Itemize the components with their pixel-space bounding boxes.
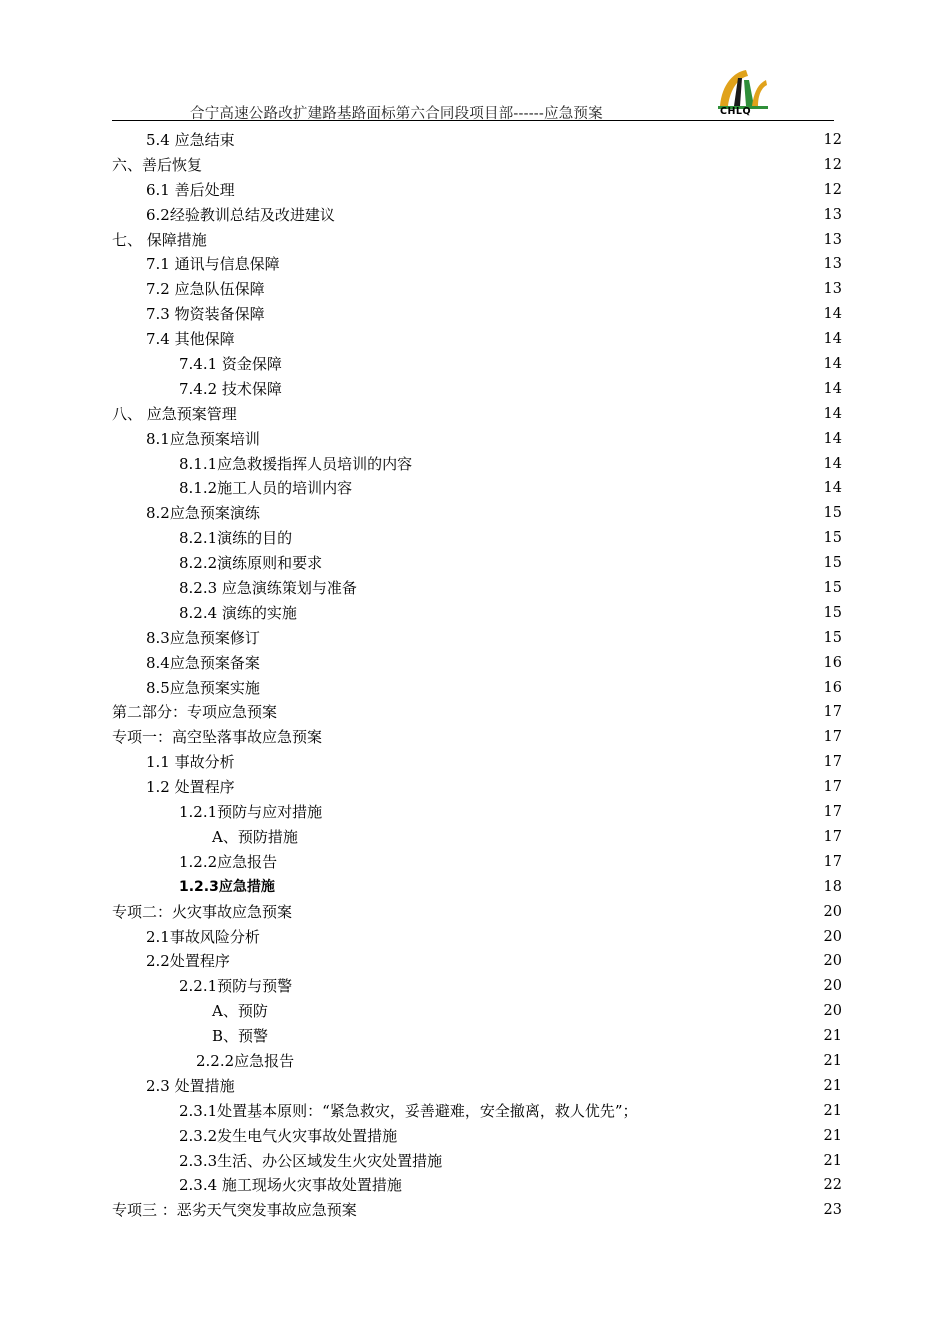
toc-entry[interactable] — [112, 1074, 842, 1099]
toc-entry[interactable] — [112, 626, 842, 651]
toc-entry[interactable] — [112, 252, 842, 277]
toc-entry-label: 2.2.2应急报告 — [196, 1051, 295, 1070]
toc-entry-label: 七、 保障措施 — [112, 230, 207, 249]
toc-entry-page: 17 — [823, 804, 842, 821]
toc-entry[interactable] — [112, 476, 842, 501]
toc-entry-page: 20 — [823, 903, 842, 920]
toc-entry[interactable] — [112, 900, 842, 925]
toc-entry-page: 22 — [823, 1177, 842, 1194]
toc-entry-label: 1.2 处置程序 — [146, 778, 235, 797]
toc-entry-label: 7.4 其他保障 — [146, 330, 235, 349]
toc-entry[interactable] — [112, 128, 842, 153]
toc-entry[interactable] — [112, 651, 842, 676]
toc-entry[interactable] — [112, 377, 842, 402]
toc-entry[interactable] — [112, 427, 842, 452]
toc-entry-page: 14 — [823, 356, 842, 373]
toc-entry[interactable] — [112, 1099, 842, 1124]
toc-entry-label: 1.1 事故分析 — [146, 753, 235, 772]
toc-entry[interactable] — [112, 327, 842, 352]
toc-entry-label: 1.2.3应急措施 — [179, 878, 275, 895]
toc-entry-label: 2.3.3生活、办公区域发生火灾处置措施 — [179, 1151, 443, 1170]
toc-entry-page: 21 — [823, 1127, 842, 1144]
toc-entry-page: 20 — [823, 978, 842, 995]
toc-entry[interactable] — [112, 277, 842, 302]
toc-entry-page: 15 — [823, 530, 842, 547]
toc-entry-page: 12 — [823, 181, 842, 198]
page-header — [112, 60, 834, 122]
toc-entry-label: 2.2处置程序 — [146, 952, 230, 971]
toc-entry-label: 7.3 物资装备保障 — [146, 305, 265, 324]
toc-entry[interactable] — [112, 1049, 842, 1074]
toc-entry-page: 15 — [823, 604, 842, 621]
toc-entry-label: 2.2.1预防与预警 — [179, 977, 293, 996]
toc-entry-label: 8.2.3 应急演练策划与准备 — [179, 579, 357, 598]
toc-entry[interactable] — [112, 352, 842, 377]
toc-entry-page: 12 — [823, 156, 842, 173]
toc-entry-page: 21 — [823, 1052, 842, 1069]
toc-entry-page: 17 — [823, 729, 842, 746]
toc-entry-label: A、预防措施 — [212, 827, 298, 846]
toc-entry[interactable] — [112, 725, 842, 750]
toc-entry-label: 8.2应急预案演练 — [146, 504, 260, 523]
toc-entry[interactable] — [112, 452, 842, 477]
toc-entry[interactable] — [112, 601, 842, 626]
toc-entry[interactable] — [112, 775, 842, 800]
toc-entry-label: 2.3 处置措施 — [146, 1076, 235, 1095]
toc-entry-page: 16 — [823, 679, 842, 696]
toc-entry-label: 7.4.1 资金保障 — [179, 355, 282, 374]
toc-entry-page: 17 — [823, 754, 842, 771]
toc-entry[interactable] — [112, 800, 842, 825]
toc-entry-label: 8.2.4 演练的实施 — [179, 603, 297, 622]
toc-entry-page: 14 — [823, 430, 842, 447]
toc-entry-page: 13 — [823, 231, 842, 248]
toc-entry-page: 21 — [823, 1028, 842, 1045]
toc-entry-label: 专项二：火灾事故应急预案 — [112, 902, 293, 921]
toc-entry-page: 17 — [823, 779, 842, 796]
header-rule — [112, 120, 834, 121]
toc-entry-label: 5.4 应急结束 — [146, 131, 235, 149]
toc-entry[interactable] — [112, 178, 842, 203]
toc-entry-label: 2.3.2发生电气火灾事故处置措施 — [179, 1126, 398, 1145]
toc-entry[interactable] — [112, 825, 842, 850]
toc-entry-page: 18 — [823, 878, 842, 895]
toc-entry[interactable] — [112, 925, 842, 950]
toc-entry[interactable] — [112, 999, 842, 1024]
toc-entry-page: 16 — [823, 654, 842, 671]
toc-entry[interactable] — [112, 228, 842, 253]
toc-entry-label: 1.2.2应急报告 — [179, 852, 278, 871]
toc-entry-page: 14 — [823, 455, 842, 472]
toc-entry-page: 17 — [823, 704, 842, 721]
toc-entry-label: 八、 应急预案管理 — [112, 404, 237, 423]
toc-entry-label: 2.3.4 施工现场火灾事故处置措施 — [179, 1176, 402, 1195]
toc-entry-label: 6.2经验教训总结及改进建议 — [146, 205, 335, 224]
toc-entry-page: 20 — [823, 1003, 842, 1020]
toc-entry-label: 8.2.1演练的目的 — [179, 529, 293, 548]
toc-entry[interactable] — [112, 850, 842, 875]
toc-entry[interactable] — [112, 700, 842, 725]
toc-entry-label: A、预防 — [212, 1002, 268, 1021]
toc-entry[interactable] — [112, 402, 842, 427]
toc-entry[interactable] — [112, 676, 842, 701]
toc-entry[interactable] — [112, 576, 842, 601]
toc-entry-label: 7.2 应急队伍保障 — [146, 280, 265, 299]
toc-entry-page: 17 — [823, 853, 842, 870]
toc-entry-page: 13 — [823, 256, 842, 273]
toc-entry[interactable] — [112, 974, 842, 999]
toc-entry-label: 专项一：高空坠落事故应急预案 — [112, 728, 323, 747]
toc-entry[interactable] — [112, 1173, 842, 1198]
toc-entry-label: 8.5应急预案实施 — [146, 678, 260, 697]
toc-entry[interactable] — [112, 1124, 842, 1149]
toc-entry[interactable] — [112, 203, 842, 228]
toc-entry-label: 第二部分：专项应急预案 — [112, 703, 278, 722]
toc-entry-page: 15 — [823, 580, 842, 597]
toc-entry-page: 21 — [823, 1077, 842, 1094]
toc-entry-page: 15 — [823, 629, 842, 646]
toc-entry-page: 21 — [823, 1152, 842, 1169]
toc-entry-label: 8.4应急预案备案 — [146, 653, 260, 672]
toc-entry[interactable] — [112, 153, 842, 178]
toc-entry-label: B、预警 — [212, 1027, 269, 1046]
toc-entry-label: 8.1应急预案培训 — [146, 429, 260, 448]
toc-entry-label: 六、善后恢复 — [112, 155, 203, 174]
toc-entry[interactable] — [112, 501, 842, 526]
toc-entry-page: 13 — [823, 281, 842, 298]
toc-entry[interactable] — [112, 302, 842, 327]
toc-entry[interactable] — [112, 1198, 842, 1223]
toc-entry-page: 14 — [823, 405, 842, 422]
toc-entry-label: 8.1.1应急救援指挥人员培训的内容 — [179, 454, 413, 473]
logo-text: CHLQ — [720, 106, 752, 117]
toc-entry-page: 17 — [823, 828, 842, 845]
toc-entry-label: 1.2.1预防与应对措施 — [179, 803, 323, 822]
toc-entry-label: 7.4.2 技术保障 — [179, 379, 282, 398]
toc-entry-page: 14 — [823, 331, 842, 348]
toc-entry[interactable] — [112, 551, 842, 576]
toc-entry[interactable] — [112, 1149, 842, 1174]
toc-entry-page: 21 — [823, 1102, 842, 1119]
toc-entry-page: 15 — [823, 505, 842, 522]
toc-entry[interactable] — [112, 1024, 842, 1049]
toc-entry-page: 14 — [823, 306, 842, 323]
toc-entry-label: 2.1事故风险分析 — [146, 927, 260, 946]
toc-entry-page: 20 — [823, 953, 842, 970]
toc-entry[interactable] — [112, 526, 842, 551]
toc-entry-page: 15 — [823, 555, 842, 572]
toc-entry-page: 23 — [823, 1202, 842, 1219]
toc-entry-label: 7.1 通讯与信息保障 — [146, 255, 280, 274]
toc-entry-label: 专项三 ：恶劣天气突发事故应急预案 — [112, 1201, 357, 1220]
toc-entry-label: 8.3应急预案修订 — [146, 628, 260, 647]
toc-entry-label: 2.3.1处置基本原则：“紧急救灾，妥善避难，安全撤离，救人优先”； — [179, 1101, 638, 1120]
toc-entry-label: 6.1 善后处理 — [146, 180, 235, 199]
toc-entry-page: 12 — [823, 132, 842, 148]
toc-entry[interactable] — [112, 750, 842, 775]
toc-entry-page: 14 — [823, 380, 842, 397]
toc-entry-label: 8.1.2施工人员的培训内容 — [179, 479, 353, 498]
toc-entry-page: 20 — [823, 928, 842, 945]
table-of-contents — [112, 128, 842, 1223]
toc-entry-page: 13 — [823, 206, 842, 223]
toc-entry[interactable] — [112, 875, 842, 900]
header-title: 合宁高速公路改扩建路基路面标第六合同段项目部------应急预案 — [190, 106, 603, 122]
toc-entry-page: 14 — [823, 480, 842, 497]
toc-entry-label: 8.2.2演练原则和要求 — [179, 554, 323, 573]
toc-entry[interactable] — [112, 949, 842, 974]
